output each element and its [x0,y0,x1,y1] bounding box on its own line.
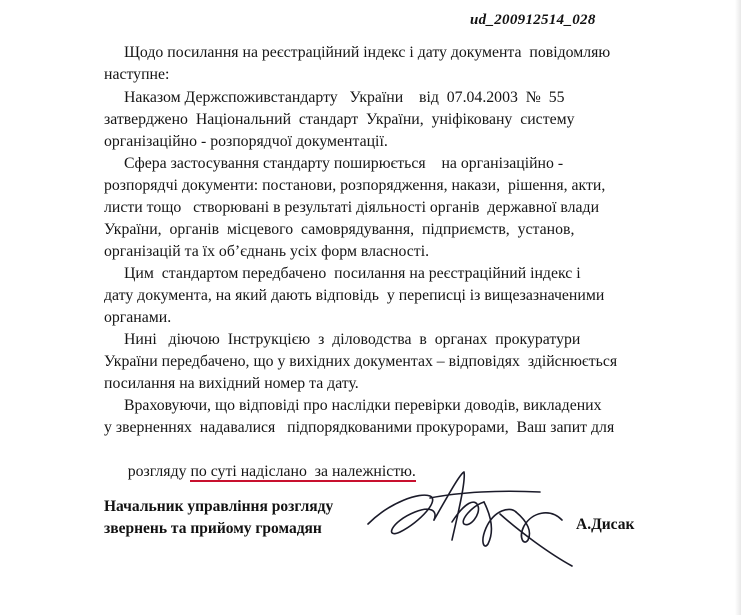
handwritten-signature [360,462,580,572]
body-line-prefix: розгляду [127,463,191,480]
underlined-phrase: по суті надіслано за належністю. [190,463,416,480]
body-line: дату документа, на який дають відповідь у переписці із вищезазначеними [104,287,605,304]
signatory-title-line1: Начальник управління розгляду [104,498,334,515]
body-line: листи тощо створювані в результаті діяльності органів державної влади [104,199,600,216]
body-line: Щодо посилання на реєстраційний індекс і дату документа повідомляю [124,44,611,61]
body-line: України передбачено, що у вихідних документах – відповідях здійснюється [104,353,618,370]
body-line: Цим стандартом передбачено посилання на реєстраційний індекс і [124,265,581,282]
body-line: Наказом Держспоживстандарту України від 07.04.2003 № 55 [124,89,565,106]
body-line: Враховуючи, що відповіді про наслідки перевірки доводів, викладених [124,397,602,414]
signatory-title-line2: звернень та прийому громадян [104,520,322,537]
scan-edge [735,0,741,615]
body-line: органами. [104,309,172,326]
body-line: затверджено Національний стандарт України, уніфіковану систему [104,111,575,128]
body-line: організаційно - розпорядчої документації. [104,133,388,150]
body-line: організацій та їх об’єднань усіх форм власності. [104,243,430,260]
body-line: Нині діючою Інструкцією з діловодства в органах прокуратури [124,331,581,348]
body-line: наступне: [104,66,170,83]
document-id: ud_200912514_028 [470,12,596,28]
body-line: посилання на вихідний номер та дату. [104,375,359,392]
body-line: розпорядчі документи: постанови, розпорядження, накази, рішення, акти, [104,177,606,194]
signatory-title [104,496,333,540]
signatory-name: А.Дисак [576,516,635,533]
body-line: у зверненнях надавалися підпорядкованими прокурорами, Ваш запит для [104,419,615,436]
body-line: України, органів місцевого самоврядування, підприємств, установ, [104,221,575,238]
body-line: Сфера застосування стандарту поширюється на організаційно - [124,155,564,172]
